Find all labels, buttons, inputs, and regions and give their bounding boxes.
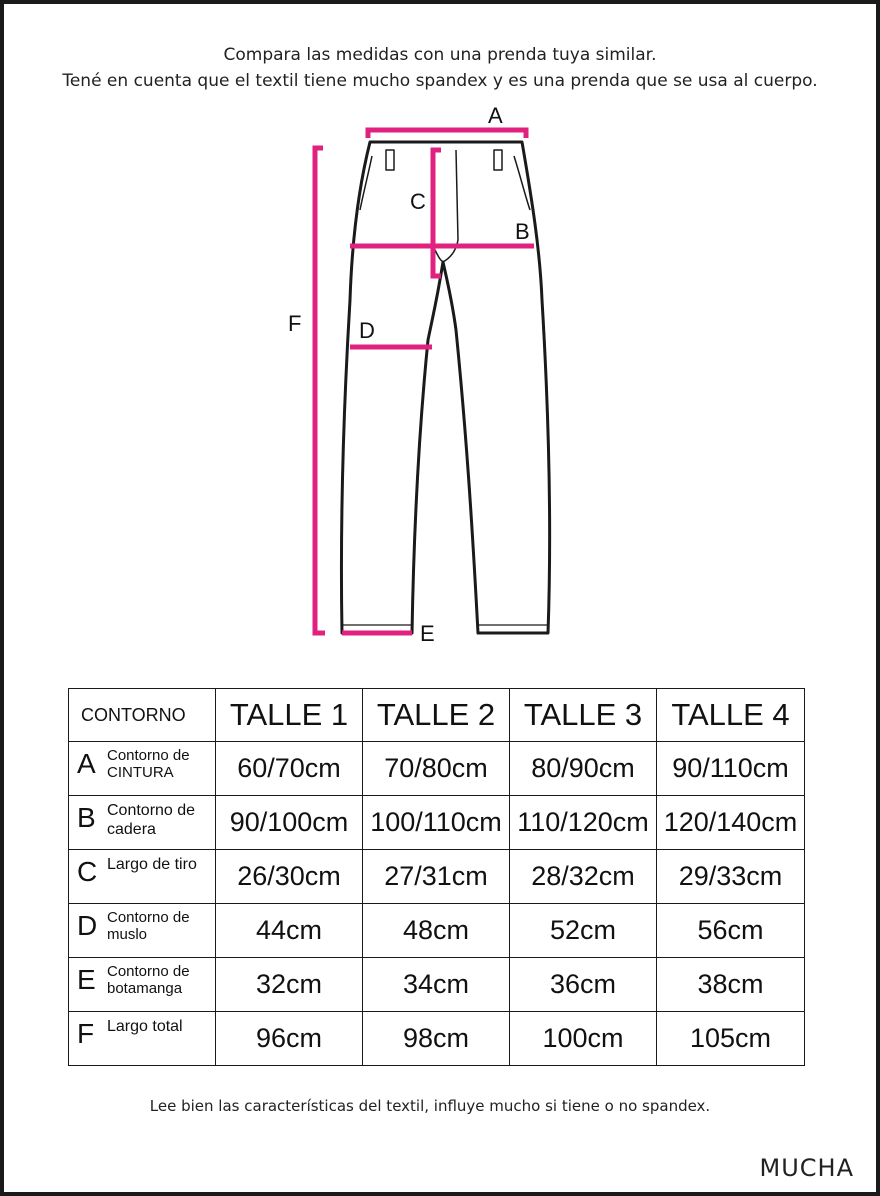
row-letter: D	[77, 910, 98, 941]
table-row	[69, 958, 805, 1012]
label-e: E	[420, 621, 435, 646]
table-cell: 32cm	[216, 958, 363, 1012]
measure-a-line	[368, 130, 526, 138]
table-cell: 60/70cm	[216, 742, 363, 796]
size-table-header	[69, 689, 805, 742]
table-cell: 80/90cm	[510, 742, 657, 796]
table-cell: 29/33cm	[657, 850, 805, 904]
row-header	[69, 904, 216, 958]
label-b: B	[515, 219, 530, 244]
table-cell: 90/110cm	[657, 742, 805, 796]
row-description: Contorno de botamanga	[107, 963, 190, 997]
table-row	[69, 850, 805, 904]
table-cell: 90/100cm	[216, 796, 363, 850]
row-header	[69, 850, 216, 904]
table-cell: 70/80cm	[363, 742, 510, 796]
row-description: Contorno de muslo	[107, 909, 190, 943]
table-cell: 44cm	[216, 904, 363, 958]
row-header	[69, 958, 216, 1012]
row-letter: F	[77, 1018, 95, 1049]
row-header	[69, 796, 216, 850]
intro-line-1: Compara las medidas con una prenda tuya similar.	[223, 45, 657, 65]
row-header	[69, 1012, 216, 1066]
row-letter: C	[77, 856, 98, 887]
pants-outline	[341, 142, 549, 633]
intro-line-2: Tené en cuenta que el textil tiene mucho spandex y es una prenda que se usa al cuerpo.	[62, 71, 818, 91]
size-header-2: TALLE 2	[363, 689, 510, 742]
table-cell: 105cm	[657, 1012, 805, 1066]
contorno-header: CONTORNO	[69, 689, 216, 742]
table-row	[69, 1012, 805, 1066]
table-row	[69, 742, 805, 796]
label-a: A	[488, 103, 503, 128]
row-header	[69, 742, 216, 796]
label-d: D	[359, 318, 375, 343]
measure-f-line	[315, 148, 325, 633]
table-cell: 28/32cm	[510, 850, 657, 904]
row-letter: A	[77, 748, 96, 779]
table-cell: 110/120cm	[510, 796, 657, 850]
table-cell: 56cm	[657, 904, 805, 958]
table-cell: 52cm	[510, 904, 657, 958]
size-header-3: TALLE 3	[510, 689, 657, 742]
table-cell: 100/110cm	[363, 796, 510, 850]
row-description: Contorno de cadera	[107, 802, 196, 838]
label-f: F	[288, 311, 302, 336]
row-description: Contorno de CINTURA	[107, 747, 190, 781]
table-cell: 26/30cm	[216, 850, 363, 904]
table-cell: 34cm	[363, 958, 510, 1012]
footer-note: Lee bien las características del textil, influye mucho si tiene o no spandex.	[149, 1097, 711, 1115]
size-header-4: TALLE 4	[657, 689, 805, 742]
table-cell: 38cm	[657, 958, 805, 1012]
row-description: Largo total	[107, 1018, 183, 1035]
row-letter: E	[77, 964, 96, 995]
row-description: Largo de tiro	[107, 856, 197, 873]
table-row	[69, 904, 805, 958]
size-table	[68, 688, 805, 1066]
row-letter: B	[77, 802, 96, 833]
brand-logo: MUCHA	[759, 1154, 854, 1182]
table-cell: 96cm	[216, 1012, 363, 1066]
table-cell: 98cm	[363, 1012, 510, 1066]
size-header-1: TALLE 1	[216, 689, 363, 742]
table-row	[69, 796, 805, 850]
table-cell: 36cm	[510, 958, 657, 1012]
label-c: C	[410, 189, 426, 214]
table-cell: 27/31cm	[363, 850, 510, 904]
table-cell: 100cm	[510, 1012, 657, 1066]
table-cell: 120/140cm	[657, 796, 805, 850]
table-cell: 48cm	[363, 904, 510, 958]
